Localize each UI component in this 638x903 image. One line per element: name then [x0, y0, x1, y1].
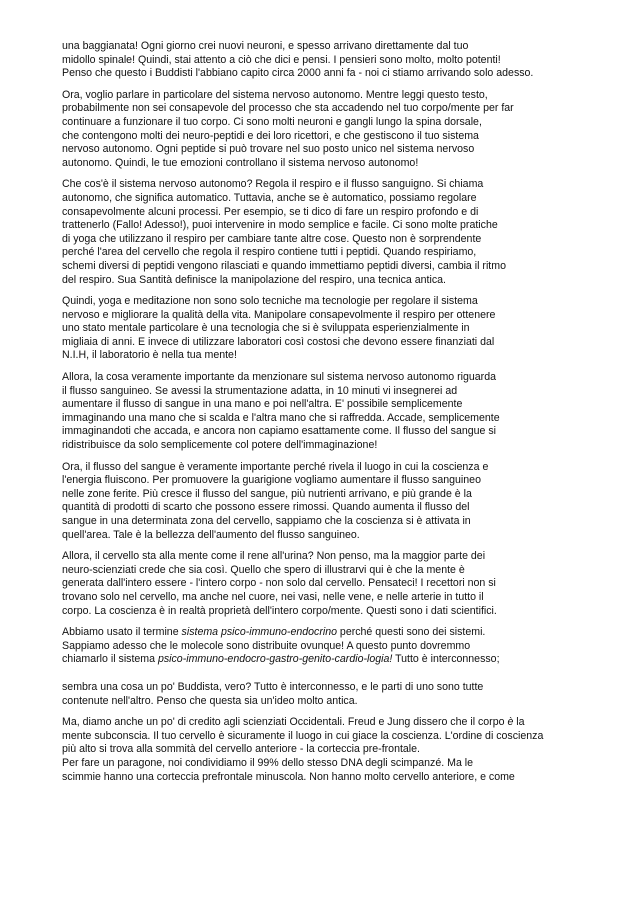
text-line: [62, 716, 582, 730]
text-line: corpo. La coscienza è in realtà proprietà dell'intero corpo/mente. Questi sono i dati scientifici.: [62, 604, 497, 617]
text-line: più alto si trova alla sommità del cervello anteriore - la corteccia pre-frontale.: [62, 743, 420, 756]
text-line: una baggianata! Ogni giorno crei nuovi neuroni, e spesso arrivano direttamente dal tuo: [62, 40, 469, 52]
text-line: l'energia fluiscono. Per promuovere la guarigione vogliamo aumentare il flusso sanguineo: [62, 474, 481, 487]
text-line: immaginandoti che accada, e ancora non capiamo esattamente come. Il flusso del sangue si: [62, 425, 497, 438]
text-line: trovano solo nel cervello, ma anche nel cuore, nei vasi, nelle vene, e nelle arterie in tutto il: [62, 590, 484, 603]
paragraph-7: [62, 550, 582, 618]
text-line: ridistribuisce da solo semplicemente col potere dell'immaginazione!: [62, 439, 378, 452]
text-run: Tutto è interconnesso;: [392, 653, 500, 666]
paragraph-1: [62, 40, 582, 81]
text-line: [62, 626, 582, 640]
text-line: quantità di prodotti di scarto che possono essere rimossi. Quando aumenta il flusso del: [62, 501, 470, 514]
text-line: contenute nell'altro. Penso che questa sia un'ideo molto antica.: [62, 694, 358, 707]
text-line: Ora, voglio parlare in particolare del sistema nervoso autonomo. Mentre leggi questo testo,: [62, 88, 488, 101]
text-run: perché questi sono dei sistemi.: [336, 626, 486, 639]
text-line: probabilmente non sei consapevole del processo che sta accadendo nel tuo corpo/mente per far: [62, 102, 514, 115]
paragraph-8: [62, 626, 582, 667]
emphasis-text: sistema psico-immuno-endocrino: [181, 626, 337, 639]
emphasis-text: psico-immuno-endocro-gastro-genito-cardio-logia!: [157, 653, 393, 666]
text-line: del respiro. Sua Santità definisce la manipolazione del respiro, una tecnica antica.: [62, 273, 446, 286]
text-line: Allora, la cosa veramente importante da menzionare sul sistema nervoso autonomo riguarda: [62, 371, 496, 384]
text-line: Allora, il cervello sta alla mente come il rene all'urina? Non penso, ma la maggior parte dei: [62, 550, 486, 563]
paragraph-4: [62, 295, 582, 363]
paragraph-6: [62, 461, 582, 543]
paragraph-9: [62, 681, 582, 708]
text-line: sembra una cosa un po' Buddista, vero? Tutto è interconnesso, e le parti di uno sono tutte: [62, 680, 484, 693]
text-line: il flusso sanguineo. Se avessi la strumentazione adatta, in 10 minuti vi insegnerei ad: [62, 384, 458, 397]
text-line: Quindi, yoga e meditazione non sono solo tecniche ma tecnologie per regolare il sistema: [62, 295, 478, 308]
text-line: neuro-scienziati crede che sia così. Quello che spero di illustrarvi qui è che la mente è: [62, 563, 465, 576]
paragraph-10: [62, 716, 582, 784]
text-line: continuare a funzionare il tuo corpo. Ci sono molti neuroni e gangli lungo la spina dorsale,: [62, 115, 482, 128]
text-line: autonomo, che significa automatico. Tuttavia, anche se è automatico, possiamo regolare: [62, 191, 477, 204]
paragraph-5: [62, 371, 582, 453]
text-line: Per fare un paragone, noi condividiamo il 99% dello stesso DNA degli scimpanzé. Ma le: [62, 756, 474, 769]
text-line: [62, 653, 582, 667]
text-run: Abbiamo usato il termine: [62, 626, 182, 639]
text-run: chiamarlo il sistema: [62, 653, 158, 666]
text-line: trattenerlo (Fallo! Adesso!), puoi intervenire in modo semplice e facile. Ci sono molte pratiche: [62, 219, 498, 232]
text-line: nervoso e migliorare la qualità della vita. Manipolare consapevolmente il respiro per ottenere: [62, 308, 496, 321]
text-run: la: [513, 716, 525, 729]
text-line: N.I.H, il laboratorio è nella tua mente!: [62, 349, 237, 362]
text-line: Sappiamo adesso che le molecole sono distribuite ovunque! A questo punto dovremmo: [62, 639, 471, 652]
text-line: schemi diversi di peptidi vengono rilasciati e quando immettiamo peptidi diversi, cambia il ritmo: [62, 259, 506, 272]
text-line: autonomo. Quindi, le tue emozioni controllano il sistema nervoso autonomo!: [62, 156, 419, 169]
text-line: quell'area. Tale è la bellezza dell'aumento del flusso sanguineo.: [62, 528, 360, 541]
text-line: Ora, il flusso del sangue è veramente importante perché rivela il luogo in cui la coscienza e: [62, 460, 489, 473]
text-line: immaginando una mano che si scalda e l'altra mano che si raffredda. Accade, semplicemente: [62, 411, 500, 424]
text-line: migliaia di anni. E invece di utilizzare laboratori così costosi che devono essere finanziati dal: [62, 335, 495, 348]
text-line: aumentare il flusso di sangue in una mano e poi nell'altra. E' possibile semplicemente: [62, 398, 463, 411]
text-line: perché l'area del cervello che regola il respiro contiene tutti i peptidi. Quando respiriamo,: [62, 246, 477, 259]
text-line: Penso che questo i Buddisti l'abbiano capito circa 2000 anni fa - noi ci stiamo arrivando solo adesso.: [62, 67, 534, 80]
text-line: che contengono molti dei neuro-peptidi e dei loro ricettori, e che gestiscono il tuo sistema: [62, 129, 479, 142]
text-line: mente subconscia. Il tuo cervello è sicuramente il luogo in cui giace la coscienza. L'ordine di coscienza: [62, 729, 544, 742]
text-line: midollo spinale! Quindi, stai attento a ciò che dici e pensi. I pensieri sono molto, molto potenti!: [62, 53, 501, 66]
text-line: di yoga che utilizzano il respiro per cambiare tante altre cose. Questo non è sorprendente: [62, 232, 482, 245]
text-line: Che cos'è il sistema nervoso autonomo? Regola il respiro e il flusso sanguigno. Si chiama: [62, 178, 484, 191]
emphasis-text: è: [507, 716, 514, 729]
text-run: Ma, diamo anche un po' di credito agli scienziati Occidentali. Freud e Jung dissero che il corpo: [62, 716, 508, 729]
paragraph-2: [62, 89, 582, 171]
text-line: nervoso autonomo. Ogni peptide si può trovare nel suo posto unico nel sistema nervoso: [62, 143, 475, 156]
text-line: consapevolmente alcuni processi. Per esempio, se ti dico di fare un respiro profondo e di: [62, 205, 479, 218]
text-line: sangue in una determinata zona del cervello, sappiamo che la coscienza si è attivata in: [62, 515, 471, 527]
document-page: [62, 40, 582, 792]
text-line: generata dall'intero essere - l'intero corpo - non solo dal cervello. Pensateci! I recettori non si: [62, 577, 496, 590]
text-line: nelle zone ferite. Più cresce il flusso del sangue, più nutrienti arrivano, e più grande è la: [62, 487, 472, 500]
text-line: scimmie hanno una corteccia prefrontale minuscola. Non hanno molto cervello anteriore, e come: [62, 770, 515, 783]
text-line: uno stato mentale particolare è una tecnologia che si è sviluppata esperienzialmente in: [62, 322, 470, 335]
paragraph-3: [62, 178, 582, 287]
